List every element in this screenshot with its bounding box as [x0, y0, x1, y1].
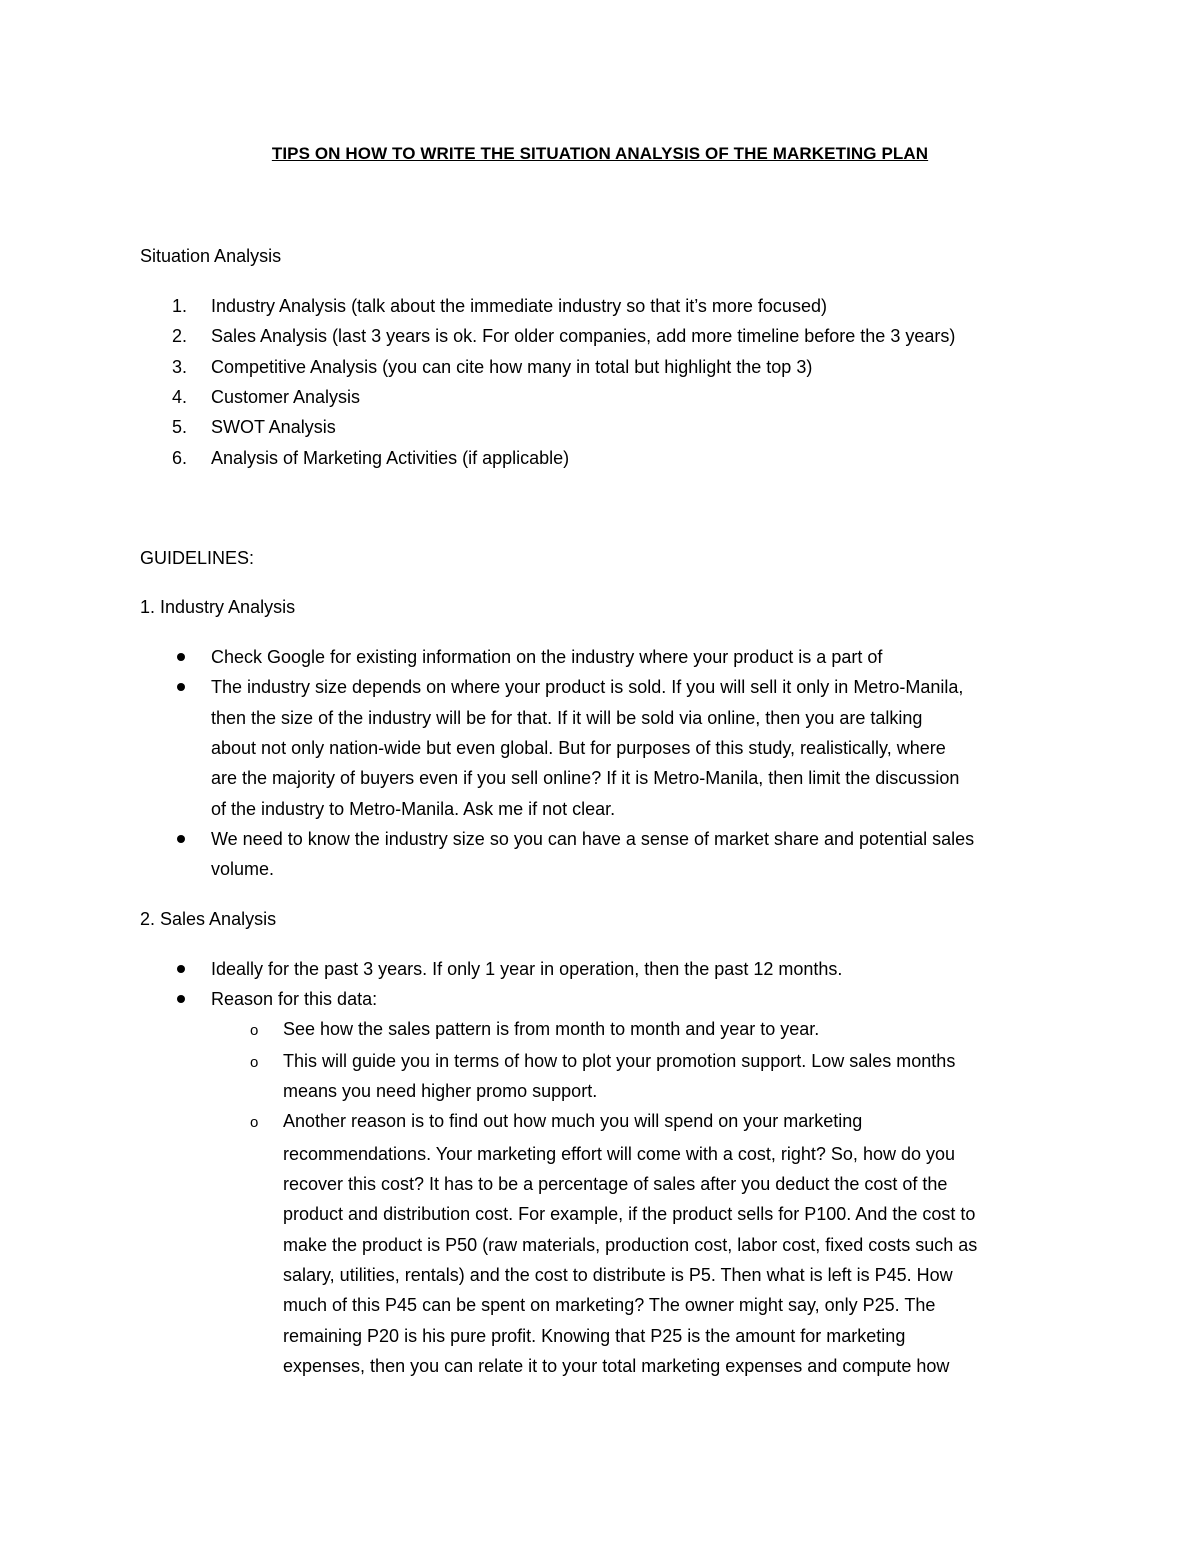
bullet-icon [177, 965, 185, 973]
document-title: TIPS ON HOW TO WRITE THE SITUATION ANALYSIS OF THE MARKETING PLAN [271, 144, 929, 163]
bullet-item-line: then the size of the industry will be for that. If it will be sold via online, then you are talking [211, 708, 923, 728]
sub-bullet-icon: o [250, 1022, 259, 1039]
bullet-item-line: Reason for this data: [211, 989, 378, 1009]
list-item: Analysis of Marketing Activities (if applicable) [211, 448, 570, 468]
guidelines-heading: GUIDELINES: [140, 548, 255, 568]
bullet-icon [177, 683, 185, 691]
sub-bullet-line: recommendations. Your marketing effort will come with a cost, right? So, how do you [283, 1144, 956, 1164]
sub-bullet-line: This will guide you in terms of how to plot your promotion support. Low sales months [283, 1051, 956, 1071]
bullet-icon [177, 835, 185, 843]
industry-analysis-heading: 1. Industry Analysis [140, 597, 296, 617]
situation-heading: Situation Analysis [140, 246, 282, 266]
bullet-item-line: We need to know the industry size so you can have a sense of market share and potential sales [211, 829, 975, 849]
sub-bullet-line: Another reason is to find out how much you will spend on your marketing [283, 1111, 863, 1131]
sub-bullet-line: make the product is P50 (raw materials, production cost, labor cost, fixed costs such as [283, 1235, 978, 1255]
sub-bullet-line: See how the sales pattern is from month to month and year to year. [283, 1019, 820, 1039]
list-item: Competitive Analysis (you can cite how many in total but highlight the top 3) [211, 357, 813, 377]
bullet-item-line: The industry size depends on where your product is sold. If you will sell it only in Metro-Manila, [211, 677, 964, 697]
list-item: SWOT Analysis [211, 417, 336, 437]
list-item-number: 4. [172, 387, 188, 407]
sub-bullet-line: recover this cost? It has to be a percentage of sales after you deduct the cost of the [283, 1174, 948, 1194]
list-item-number: 5. [172, 417, 188, 437]
bullet-item-line: volume. [211, 859, 275, 879]
sub-bullet-icon: o [250, 1054, 259, 1071]
bullet-icon [177, 653, 185, 661]
list-item: Sales Analysis (last 3 years is ok. For older companies, add more timeline before the 3 years) [211, 326, 956, 346]
sub-bullet-line: remaining P20 is his pure profit. Knowing that P25 is the amount for marketing [283, 1326, 906, 1346]
sub-bullet-line: much of this P45 can be spent on marketing? The owner might say, only P25. The [283, 1295, 936, 1315]
bullet-item-line: Check Google for existing information on the industry where your product is a part of [211, 647, 883, 667]
list-item: Customer Analysis [211, 387, 361, 407]
sub-bullet-line: product and distribution cost. For example, if the product sells for P100. And the cost to [283, 1204, 976, 1224]
bullet-item-line: about not only nation-wide but even global. But for purposes of this study, realistically, where [211, 738, 946, 758]
list-item-number: 2. [172, 326, 188, 346]
list-item-number: 3. [172, 357, 188, 377]
sub-bullet-line: salary, utilities, rentals) and the cost to distribute is P5. Then what is left is P45. How [283, 1265, 953, 1285]
sub-bullet-icon: o [250, 1114, 259, 1131]
bullet-item-line: are the majority of buyers even if you sell online? If it is Metro-Manila, then limit the discussion [211, 768, 960, 788]
bullet-item-line: Ideally for the past 3 years. If only 1 year in operation, then the past 12 months. [211, 959, 843, 979]
bullet-icon [177, 995, 185, 1003]
list-item-number: 1. [172, 296, 188, 316]
sub-bullet-line: means you need higher promo support. [283, 1081, 598, 1101]
sub-bullet-line: expenses, then you can relate it to your total marketing expenses and compute how [283, 1356, 950, 1376]
list-item: Industry Analysis (talk about the immediate industry so that it’s more focused) [211, 296, 827, 316]
bullet-item-line: of the industry to Metro-Manila. Ask me if not clear. [211, 799, 616, 819]
list-item-number: 6. [172, 448, 188, 468]
sales-analysis-heading: 2. Sales Analysis [140, 909, 277, 929]
